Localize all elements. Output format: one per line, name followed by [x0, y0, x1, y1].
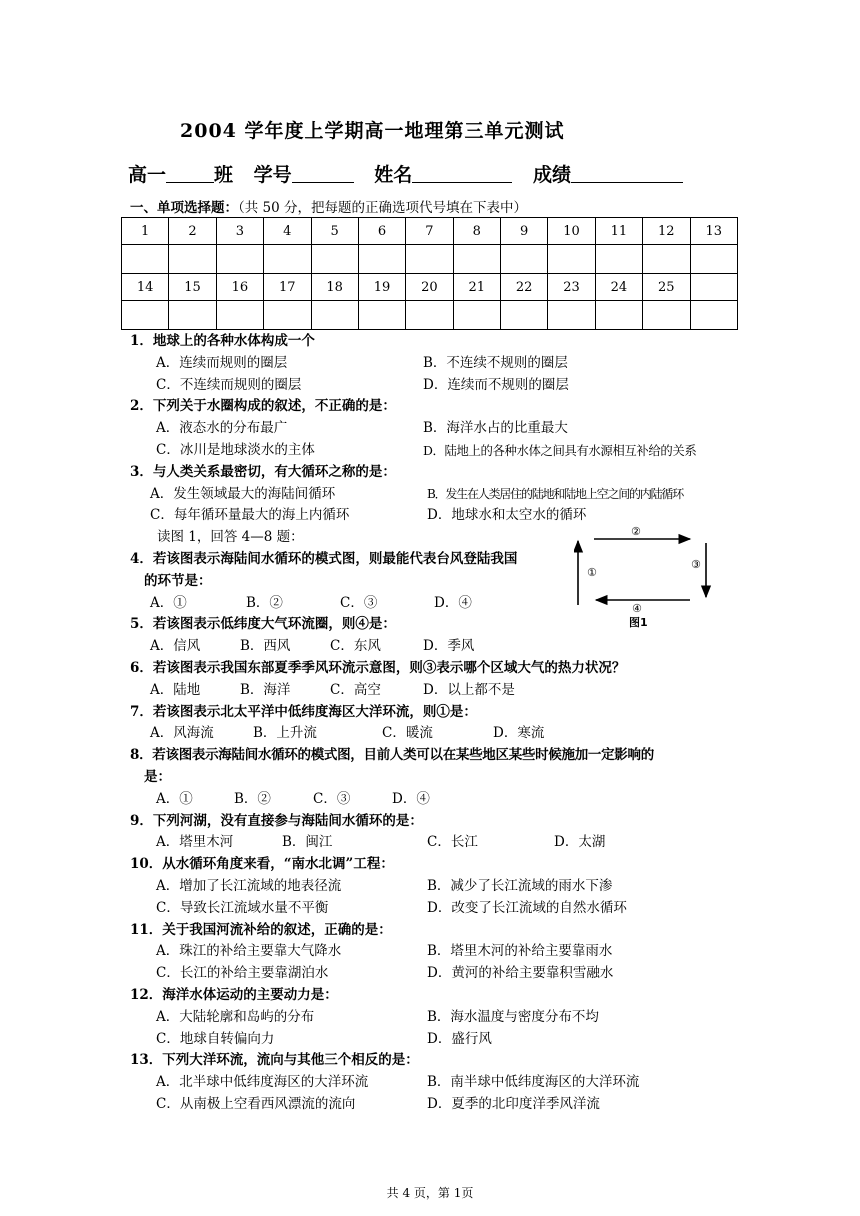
option-c: C．暖流 [382, 725, 433, 742]
answer-number-cell: 2 [169, 218, 216, 245]
option-a: A．珠江的补给主要靠大气降水 [156, 943, 342, 960]
question-stem: 10．从水循环角度来看，“南水北调”工程： [130, 856, 394, 873]
option-c: C．东风 [330, 638, 381, 655]
option-row [130, 963, 740, 985]
class-label: 班 [214, 164, 234, 186]
answer-number-cell: 25 [643, 274, 690, 301]
option-c: C．③ [340, 594, 378, 611]
option-c: C．地球自转偏向力 [156, 1030, 275, 1047]
option-b: B．闽江 [282, 834, 333, 851]
question-stem: 6．若该图表示我国东部夏季季风环流示意图，则③表示哪个区域大气的热力状况？ [130, 659, 626, 676]
name-label: 姓名 [374, 164, 413, 186]
option-row [130, 418, 740, 440]
question-stem-continued: 的环节是： [144, 572, 212, 589]
question-stem: 2．下列关于水圈构成的叙述，不正确的是： [130, 398, 396, 415]
answer-number-cell: 23 [548, 274, 595, 301]
option-row [130, 680, 740, 702]
question-stem: 12．海洋水体运动的主要动力是： [130, 986, 338, 1003]
answer-number-cell: 6 [358, 218, 405, 245]
option-a: A．① [156, 790, 193, 807]
answer-number-cell: 9 [501, 218, 548, 245]
option-c: C．长江的补给主要靠湖泊水 [156, 965, 329, 982]
class-prefix: 高一 [128, 164, 167, 186]
answer-cell[interactable] [453, 301, 500, 330]
option-row [130, 484, 740, 506]
option-row [130, 375, 740, 397]
answer-cell[interactable] [690, 245, 738, 274]
answer-cell[interactable] [406, 301, 453, 330]
question-stem: 9．下列河湖，没有直接参与海陆间水循环的是： [130, 812, 423, 829]
student-number-label: 学号 [253, 164, 292, 186]
student-info-line [128, 160, 683, 187]
answer-cell[interactable] [406, 245, 453, 274]
option-b: B．海洋 [240, 681, 291, 698]
option-b: B．发生在人类居住的陆地和陆地上空之间的内陆循环 [427, 486, 684, 501]
option-d: D．盛行风 [427, 1030, 492, 1047]
option-row [130, 440, 740, 462]
option-row [130, 832, 740, 854]
option-d: D．陆地上的各种水体之间具有水源相互补给的关系 [423, 442, 697, 458]
option-a: A．液态水的分布最广 [156, 420, 288, 437]
option-row [130, 1007, 740, 1029]
label-2: ② [631, 525, 641, 538]
answer-table-header-row [122, 274, 738, 301]
option-a: A．连续而规则的圈层 [156, 354, 288, 371]
option-a: A．陆地 [150, 681, 201, 698]
answer-number-cell: 14 [122, 274, 169, 301]
option-c: C．导致长江流域水量不平衡 [156, 899, 329, 916]
option-row [130, 353, 740, 375]
answer-cell[interactable] [595, 301, 642, 330]
answer-cell[interactable] [501, 245, 548, 274]
option-b: B．② [246, 594, 283, 611]
option-row [130, 1029, 740, 1051]
question-stem: 4．若该图表示海陆间水循环的模式图，则最能代表台风登陆我国 [130, 550, 518, 567]
section-label: 一、单项选择题： [130, 200, 238, 216]
option-a: A．增加了长江流域的地表径流 [156, 877, 342, 894]
answer-cell[interactable] [358, 245, 405, 274]
answer-cell[interactable] [501, 301, 548, 330]
answer-number-cell: 22 [501, 274, 548, 301]
score-label: 成绩 [532, 164, 571, 186]
option-a: A．① [150, 594, 187, 611]
answer-number-cell: 19 [358, 274, 405, 301]
option-d: D．地球水和太空水的循环 [427, 507, 587, 524]
option-c: C．不连续而规则的圈层 [156, 376, 302, 393]
answer-cell[interactable] [548, 301, 595, 330]
section-heading [130, 196, 527, 216]
student-number-blank[interactable] [292, 164, 354, 183]
answer-table [121, 217, 738, 330]
answer-number-cell: 11 [595, 218, 642, 245]
option-d: D．连续而不规则的圈层 [423, 376, 569, 393]
answer-cell[interactable] [311, 301, 358, 330]
option-row [130, 876, 740, 898]
option-a: A．北半球中低纬度海区的大洋环流 [156, 1074, 369, 1091]
option-c: C．高空 [330, 681, 381, 698]
question-stem: 3．与人类关系最密切，有大循环之称的是： [130, 463, 396, 480]
answer-cell[interactable] [169, 245, 216, 274]
option-d: D．以上都不是 [423, 681, 515, 698]
answer-number-cell [690, 274, 738, 301]
answer-cell[interactable] [264, 301, 311, 330]
question-stem: 1．地球上的各种水体构成一个 [130, 333, 315, 349]
answer-number-cell: 1 [122, 218, 169, 245]
label-4: ④ [632, 602, 642, 615]
option-d: D．寒流 [493, 725, 545, 742]
question-stem-continued: 是： [144, 768, 171, 785]
question-stem: 11．关于我国河流补给的叙述，正确的是： [130, 921, 392, 938]
answer-cell[interactable] [595, 245, 642, 274]
answer-cell[interactable] [643, 245, 690, 274]
option-c: C．冰川是地球淡水的主体 [156, 441, 315, 458]
answer-cell[interactable] [216, 245, 263, 274]
answer-number-cell: 15 [169, 274, 216, 301]
answer-number-cell: 10 [548, 218, 595, 245]
answer-cell[interactable] [358, 301, 405, 330]
option-row [130, 941, 740, 963]
option-row [130, 898, 740, 920]
option-c: C．从南极上空看西风漂流的流向 [156, 1095, 356, 1112]
answer-cell[interactable] [548, 245, 595, 274]
option-row [130, 1094, 740, 1116]
option-a: A．塔里木河 [156, 834, 234, 851]
option-row [130, 1072, 740, 1094]
answer-number-cell: 7 [406, 218, 453, 245]
answer-number-cell: 5 [311, 218, 358, 245]
option-d: D．季风 [423, 638, 475, 655]
option-d: D．黄河的补给主要靠积雪融水 [427, 965, 614, 982]
option-d: D．④ [434, 594, 472, 611]
option-a: A．信风 [150, 638, 201, 655]
answer-number-cell: 21 [453, 274, 500, 301]
answer-cell[interactable] [122, 245, 169, 274]
answer-cell[interactable] [122, 301, 169, 330]
exam-title: 2004 学年度上学期高一地理第三单元测试 [180, 120, 565, 142]
page-footer: 共 4 页，第 1页 [386, 1186, 474, 1200]
answer-cell[interactable] [311, 245, 358, 274]
option-b: B．南半球中低纬度海区的大洋环流 [427, 1074, 640, 1091]
option-b: B．海水温度与密度分布不均 [427, 1008, 599, 1025]
answer-number-cell: 4 [264, 218, 311, 245]
option-b: B．塔里木河的补给主要靠雨水 [427, 943, 613, 960]
answer-table-header-row [122, 218, 738, 245]
option-b: B．海洋水占的比重最大 [423, 420, 568, 437]
option-b: B．不连续不规则的圈层 [423, 354, 568, 371]
option-row [130, 505, 740, 527]
label-3: ③ [691, 558, 701, 571]
score-blank[interactable] [571, 164, 683, 183]
answer-number-cell: 16 [216, 274, 263, 301]
answer-cell[interactable] [690, 301, 738, 330]
name-blank[interactable] [412, 164, 512, 183]
option-b: B．减少了长江流域的雨水下渗 [427, 877, 613, 894]
option-b: B．西风 [240, 638, 291, 655]
answer-number-cell: 20 [406, 274, 453, 301]
figure-1-cycle-diagram [574, 525, 722, 630]
option-b: B．上升流 [253, 725, 317, 742]
answer-cell[interactable] [169, 301, 216, 330]
option-d: D．太湖 [554, 834, 606, 851]
answer-number-cell: 17 [264, 274, 311, 301]
answer-number-cell: 3 [216, 218, 263, 245]
question-stem: 5．若该图表示低纬度大气环流圈，则④是： [130, 616, 396, 633]
answer-number-cell: 12 [643, 218, 690, 245]
option-c: C．③ [313, 790, 351, 807]
answer-cell[interactable] [643, 301, 690, 330]
option-d: D．夏季的北印度洋季风洋流 [427, 1095, 600, 1112]
answer-number-cell: 18 [311, 274, 358, 301]
answer-cell[interactable] [453, 245, 500, 274]
answer-number-cell: 8 [453, 218, 500, 245]
option-c: C．长江 [427, 834, 478, 851]
option-row [130, 723, 740, 745]
answer-number-cell: 13 [690, 218, 738, 245]
option-a: A．风海流 [150, 725, 214, 742]
option-b: B．② [234, 790, 271, 807]
question-stem: 7．若该图表示北太平洋中低纬度海区大洋环流，则①是： [130, 703, 477, 720]
figure-instruction: 读图 1，回答 4—8 题： [157, 529, 304, 546]
option-d: D．改变了长江流域的自然水循环 [427, 899, 627, 916]
section-note: （共 50 分，把每题的正确选项代号填在下表中） [238, 200, 528, 216]
answer-number-cell: 24 [595, 274, 642, 301]
option-a: A．大陆轮廓和岛屿的分布 [156, 1008, 315, 1025]
question-stem: 8．若该图表示海陆间水循环的模式图，目前人类可以在某些地区某些时候施加一定影响的 [130, 747, 654, 764]
figure-caption: 图1 [629, 616, 648, 629]
answer-cell[interactable] [264, 245, 311, 274]
answer-input-row [122, 245, 738, 274]
question-list [130, 331, 740, 1116]
option-d: D．④ [392, 790, 430, 807]
class-blank[interactable] [166, 164, 214, 183]
option-a: A．发生领域最大的海陆间循环 [150, 485, 336, 502]
question-stem: 13．下列大洋环流，流向与其他三个相反的是： [130, 1052, 419, 1069]
option-c: C．每年循环量最大的海上内循环 [150, 507, 350, 524]
option-row [130, 636, 740, 658]
label-1: ① [587, 566, 597, 579]
answer-input-row [122, 301, 738, 330]
answer-cell[interactable] [216, 301, 263, 330]
option-row [130, 789, 740, 811]
